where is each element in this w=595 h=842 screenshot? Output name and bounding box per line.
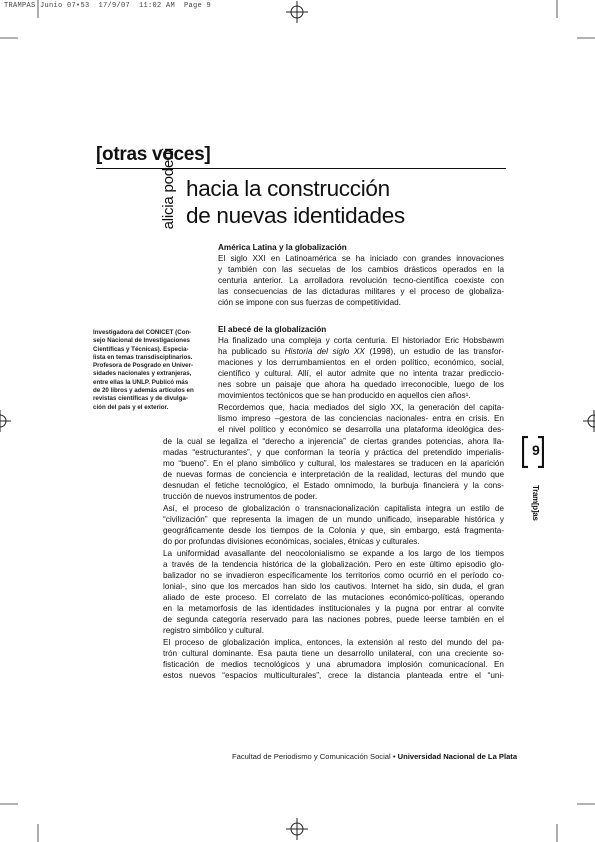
body-line: Así, el proceso de globalización o transnacionalización capitalista integra un estilo de [163, 504, 504, 513]
body-line: el nivel político y económico se desarrolla una plataforma ideológica des- [218, 425, 504, 434]
footer-bullet: • [392, 752, 396, 761]
body-line: centuria anterior. La arrolladora revolución tecno-científica coexiste con [218, 276, 504, 285]
body-line: Recordemos que, hacia mediados del siglo XX, la generación del capita- [218, 403, 504, 412]
bio-line: revistas científicas y de divulga- [93, 395, 188, 403]
bio-line: Investigadora del CONICET (Con- [93, 329, 192, 336]
body-line: lismo impreso –gestora de las conciencias nacionales- entra en crisis. En [218, 414, 504, 423]
body-line: Ha finalizado una compleja y corta centuria. El historiador Eric Hobsbawm [218, 336, 504, 345]
body-line: “civilización” que representa la imagen de un mundo unificado, inseparable histórica y [163, 515, 504, 524]
body-line: las consecuencias de las dictaduras militares y el proceso de globaliza- [218, 287, 504, 296]
body-line: El proceso de globalización implica, entonces, la extensión al resto del mundo del pa- [163, 638, 504, 647]
body-line: fisticación de medios tecnológicos y una abrumadora implosión comunicacional. En [163, 660, 504, 669]
author-name: alicia poderti [160, 148, 177, 230]
body-line: movimientos tectónicos que se han producido en aquellos cien años¹. [218, 391, 471, 400]
body-line: estos nuevos “espacios multiculturales”, crece la distancia planteada entre el “uni- [163, 671, 504, 680]
footer-faculty: Facultad de Periodismo y Comunicación Social [232, 752, 391, 761]
print-slug: TRAMPAS Junio 07•53 17/9/07 11:02 AM Page 9 [4, 2, 212, 10]
footer-university: Universidad Nacional de La Plata [397, 752, 518, 761]
bio-line: ción del país y el exterior. [93, 403, 169, 411]
body-line: y también con las secuelas de los cambios drásticos operados en la [218, 265, 504, 274]
body-line: científico y cultural. Allí, el autor admite que no intenta trazar prediccio- [218, 369, 504, 378]
body-line: trucción de nuevos instrumentos de poder. [163, 492, 318, 501]
bio-line: sidades nacionales y extranjeras, [93, 370, 192, 378]
bio-line: Profesora de Posgrado en Univer- [93, 362, 194, 370]
body-line: geográficamente desde los tiempos de la Colonia y que, sin embargo, está fragmenta- [163, 526, 504, 535]
body-line: La uniformidad avasallante del neocolonialismo se expande a los largo de los tiempos [163, 549, 504, 558]
subheading-abece: El abecé de la globalización [218, 325, 327, 334]
page-number: 9 [532, 442, 540, 458]
article-title-line-1: hacia la construcción [186, 176, 390, 201]
body-line: desnudan el fetiche tecnológico, el Estado omnímodo, la burbuja financiera y la cons- [163, 481, 504, 490]
body-line: de segunda categoría reservado para las naciones pobres, puede leerse también en el [163, 615, 504, 624]
body-line: trón cultural dominante. Esa pauta tiene un desarrollo unilateral, con una creciente so- [163, 649, 504, 658]
article-title-line-2: de nuevas identidades [186, 203, 405, 228]
bio-line: entre ellas la UNLP. Publicó más [93, 378, 189, 386]
body-text: (1998), un estudio de las transfor- [364, 347, 504, 356]
book-title: Historia del siglo XX [284, 347, 365, 356]
body-line: do por profundas divisiones económicas, sociales, étnicas y culturales. [163, 537, 420, 546]
subheading-america-latina: América Latina y la globalización [218, 243, 347, 252]
body-line: en la metamorfosis de las identidades institucionales y la pugna por entrar al convite [163, 604, 504, 613]
bio-line: de 20 libros y además artículos en [93, 387, 194, 395]
page-footer [232, 752, 517, 761]
body-line: de la cual se legaliza el “derecho a injerencia” de ciertas grandes potencias, ahora lla- [163, 437, 504, 446]
body-line-with-italic [218, 347, 504, 358]
body-line: nes sobre un paisaje que ahora ha quedado irreconocible, luego de los [218, 380, 504, 389]
body-line: a través de la tendencia histórica de la globalización. Pero en este último episodio glo- [163, 560, 504, 569]
body-line: aliado de este proceso. El correlato de las mutaciones económico-políticas, operando [163, 593, 504, 602]
bio-line: Científicas y Técnicas). Especia- [93, 345, 189, 353]
body-line: maciones y los derrumbamientos en el orden político, económico, social, [218, 358, 504, 367]
body-line: mo “bueno”. En el plano simbólico y cultural, los malestares se traducen en la aparición [163, 459, 504, 468]
body-line: madas “estructurantes”, y que conforman la teoría y práctica del pretendido imperialis- [163, 448, 504, 457]
body-line: ción se impone con sus fuerzas de competitividad. [218, 298, 401, 307]
body-line: de nuevas formas de conciencia e interpretación de la realidad, lecturas del mundo que [163, 470, 504, 479]
section-tag: [otras voces] [96, 144, 211, 165]
body-text: ha publicado su [218, 347, 285, 356]
bio-line: sejo Nacional de Investigaciones [93, 337, 190, 345]
body-line: lonial-, sino que los mercados han sido los cautivos. Internet ha sido, sin duda, el gran [163, 582, 504, 591]
body-line: balizador no se invadieron específicamente los territorios como ocurrió en el período co- [163, 571, 504, 580]
body-line: registro simbólico y cultural. [163, 626, 265, 635]
body-line: El siglo XXI en Latinoamérica se ha iniciado con grandes innovaciones [218, 254, 504, 263]
bio-line: lista en temas transdisciplinarios. [93, 353, 193, 361]
magazine-name: Tram[p]as [531, 485, 540, 521]
